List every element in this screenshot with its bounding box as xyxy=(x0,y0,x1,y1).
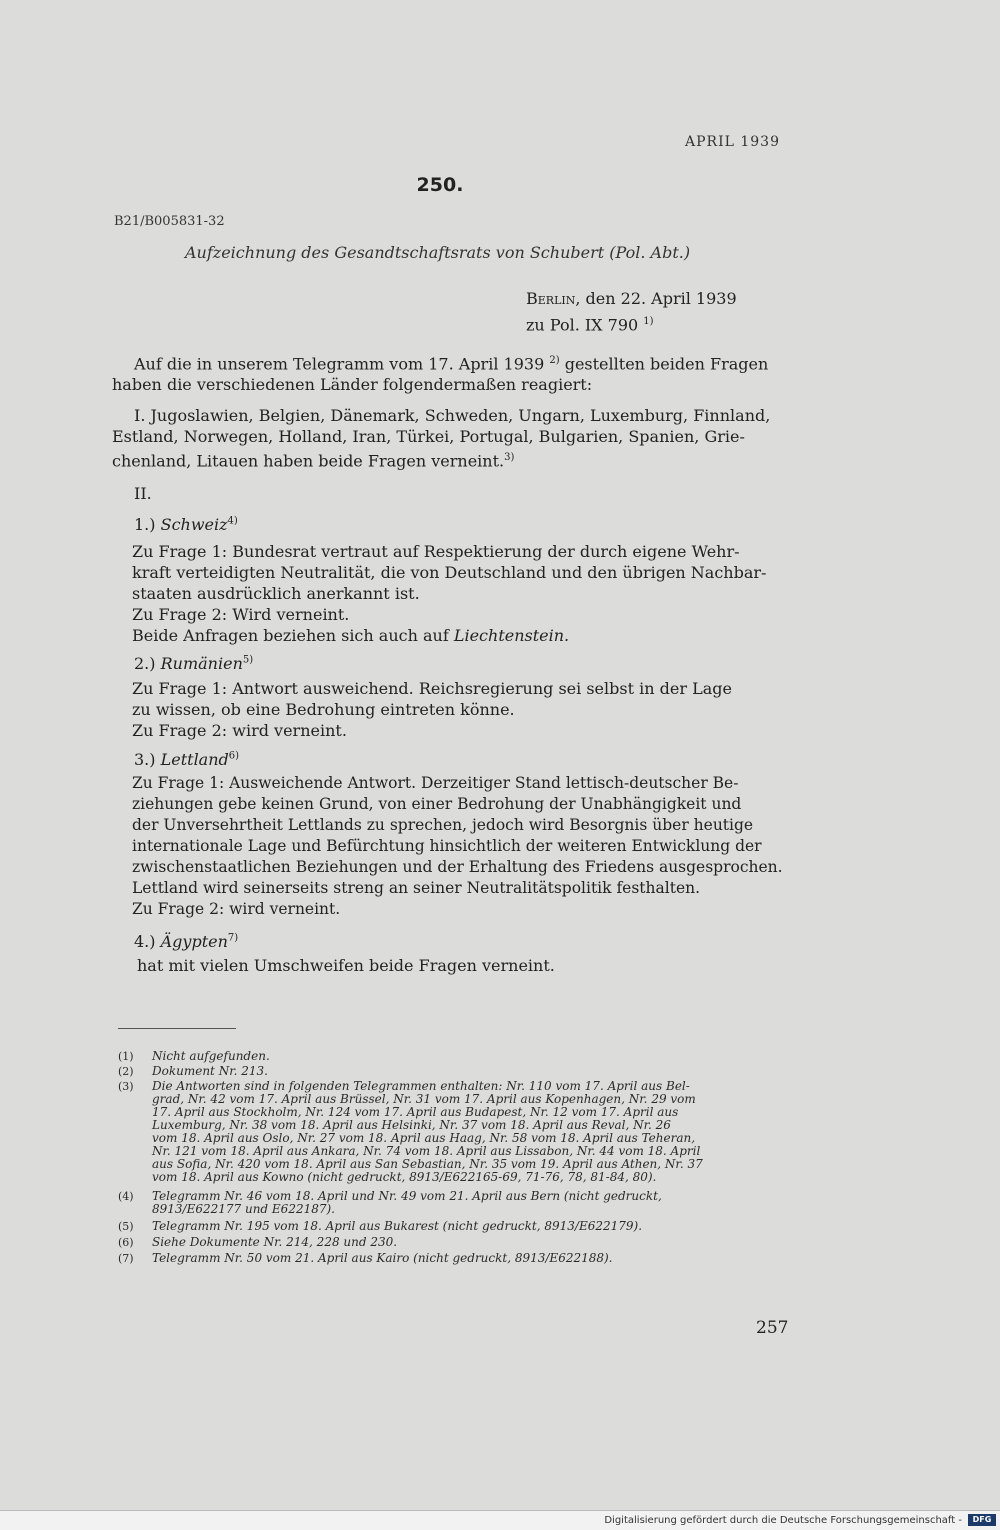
footnote-text: 8913/E622177 und E622187). xyxy=(152,1202,335,1216)
rumaenien-line: Zu Frage 2: wird verneint. xyxy=(132,721,347,740)
document-number: 250. xyxy=(416,174,464,196)
intro-paragraph xyxy=(112,350,784,395)
intro-line-2: haben die verschiedenen Länder folgendermaßen reagiert: xyxy=(112,375,593,395)
footnote-number: (3) xyxy=(118,1080,134,1093)
country-footnote: 5) xyxy=(242,654,254,666)
lettland-line: Zu Frage 2: wird verneint. xyxy=(132,900,341,918)
country-number: 4.) xyxy=(134,932,156,951)
footnote-text: Luxemburg, Nr. 38 vom 18. April aus Helsinki, Nr. 37 vom 18. April aus Reval, Nr. 26 xyxy=(152,1118,671,1132)
schweiz-line: Beide Anfragen beziehen sich auch auf xyxy=(132,626,449,645)
footnote-text: Siehe Dokumente Nr. 214, 228 und 230. xyxy=(152,1235,398,1249)
section-one xyxy=(112,405,784,471)
footnote-2 xyxy=(118,1065,790,1078)
schweiz-line: staaten ausdrücklich anerkannt ist. xyxy=(132,584,420,603)
footnote-number: (6) xyxy=(118,1236,134,1249)
footnote-5 xyxy=(118,1220,790,1233)
footnote-text: vom 18. April aus Oslo, Nr. 27 vom 18. April aus Haag, Nr. 58 vom 18. April aus Teheran, xyxy=(152,1131,696,1145)
section-one-footnote: 3) xyxy=(504,452,515,463)
footnote-text: Die Antworten sind in folgenden Telegrammen enthalten: Nr. 110 vom 17. April aus Bel- xyxy=(152,1079,690,1093)
lettland-line: internationale Lage und Befürchtung hinsichtlich der weiteren Entwicklung der xyxy=(132,837,762,855)
section-one-line: I. Jugoslawien, Belgien, Dänemark, Schweden, Ungarn, Luxemburg, Finnland, xyxy=(134,406,771,425)
lettland-line: der Unversehrtheit Lettlands zu sprechen, jedoch wird Besorgnis über heutige xyxy=(132,816,754,834)
footnote-1 xyxy=(118,1050,790,1063)
document-heading: Aufzeichnung des Gesandtschaftsrats von Schubert (Pol. Abt.) xyxy=(185,243,691,262)
schweiz-answer xyxy=(132,541,784,646)
footnote-number: (7) xyxy=(118,1252,134,1265)
lettland-line: Lettland wird seinerseits streng an seiner Neutralitätspolitik festhalten. xyxy=(132,879,701,897)
schweiz-line: kraft verteidigten Neutralität, die von Deutschland und den übrigen Nachbar- xyxy=(132,563,767,582)
footnote-number: (1) xyxy=(118,1050,134,1063)
place-date-text: den 22. April 1939 xyxy=(585,289,737,308)
footnote-3 xyxy=(118,1080,790,1184)
dfg-logo: DFG xyxy=(968,1514,996,1526)
country-name: Schweiz xyxy=(160,515,228,534)
digitization-footer xyxy=(0,1510,1000,1530)
film-reference: B21/B005831-32 xyxy=(114,214,225,229)
rumaenien-line: zu wissen, ob eine Bedrohung eintreten könne. xyxy=(132,700,515,719)
country-heading-rumaenien xyxy=(134,654,253,673)
page-number: 257 xyxy=(756,1318,789,1338)
country-number: 3.) xyxy=(134,750,156,769)
footnote-text: aus Sofia, Nr. 420 vom 18. April aus San Sebastian, Nr. 35 vom 19. April aus Athen, Nr. 37 xyxy=(152,1157,703,1171)
lettland-line: Zu Frage 1: Ausweichende Antwort. Derzeitiger Stand lettisch-deutscher Be- xyxy=(132,774,739,792)
country-footnote: 6) xyxy=(228,750,240,762)
footnote-text: Nicht aufgefunden. xyxy=(152,1049,270,1063)
rumaenien-line: Zu Frage 1: Antwort ausweichend. Reichsregierung sei selbst in der Lage xyxy=(132,679,732,698)
country-heading-schweiz xyxy=(134,515,238,534)
section-one-line: Estland, Norwegen, Holland, Iran, Türkei, Portugal, Bulgarien, Spanien, Grie- xyxy=(112,427,745,446)
place-city: Berlin, xyxy=(526,289,581,308)
lettland-line: ziehungen gebe keinen Grund, von einer Bedrohung der Unabhängigkeit und xyxy=(132,795,742,813)
footnote-text: grad, Nr. 42 vom 17. April aus Brüssel, Nr. 31 vom 17. April aus Kopenhagen, Nr. 29 vom xyxy=(152,1092,696,1106)
footnote-text: Telegramm Nr. 46 vom 18. April und Nr. 49 vom 21. April aus Bern (nicht gedruckt, xyxy=(152,1189,662,1203)
footnote-number: (5) xyxy=(118,1220,134,1233)
schweiz-liechtenstein: Liechtenstein. xyxy=(453,626,570,645)
section-two-label: II. xyxy=(134,484,152,503)
country-number: 1.) xyxy=(134,515,156,534)
footnote-text: Dokument Nr. 213. xyxy=(152,1064,268,1078)
country-name: Lettland xyxy=(160,750,229,769)
running-head: APRIL 1939 xyxy=(685,134,780,150)
country-heading-lettland xyxy=(134,750,239,769)
country-footnote: 7) xyxy=(227,932,239,944)
intro-line-1-end: gestellten beiden Fragen xyxy=(564,354,769,374)
rumaenien-answer xyxy=(132,678,784,741)
place-reference: zu Pol. IX 790 xyxy=(526,315,639,335)
schweiz-line: Zu Frage 2: Wird verneint. xyxy=(132,605,350,624)
footnote-text: Nr. 121 vom 18. April aus Ankara, Nr. 74 vom 18. April aus Lissabon, Nr. 44 vom 18. April xyxy=(152,1144,701,1158)
place-date xyxy=(526,287,737,336)
intro-footnote: 2) xyxy=(549,355,560,366)
country-number: 2.) xyxy=(134,654,156,673)
country-name: Rumänien xyxy=(160,654,243,673)
lettland-answer xyxy=(132,773,784,920)
intro-line-1: Auf die in unserem Telegramm vom 17. April 1939 xyxy=(134,354,545,374)
aegypten-answer: hat mit vielen Umschweifen beide Fragen verneint. xyxy=(137,956,555,975)
section-one-line: chenland, Litauen haben beide Fragen verneint. xyxy=(112,451,505,471)
footnote-text: Telegramm Nr. 50 vom 21. April aus Kairo (nicht gedruckt, 8913/E622188). xyxy=(152,1251,613,1265)
footnote-4 xyxy=(118,1190,790,1216)
schweiz-line: Zu Frage 1: Bundesrat vertraut auf Respektierung der durch eigene Wehr- xyxy=(132,542,740,561)
footnote-7 xyxy=(118,1252,790,1265)
footnote-number: (4) xyxy=(118,1190,134,1203)
place-reference-footnote: 1) xyxy=(643,316,654,327)
footnote-text: Telegramm Nr. 195 vom 18. April aus Bukarest (nicht gedruckt, 8913/E622179). xyxy=(152,1219,643,1233)
footer-credit: Digitalisierung gefördert durch die Deutsche Forschungsgemeinschaft - xyxy=(604,1515,962,1526)
lettland-line: zwischenstaatlichen Beziehungen und der Erhaltung des Friedens ausgesprochen. xyxy=(132,858,783,876)
country-name: Ägypten xyxy=(160,932,228,951)
footnote-text: 17. April aus Stockholm, Nr. 124 vom 17. April aus Budapest, Nr. 12 vom 17. April aus xyxy=(152,1105,679,1119)
country-footnote: 4) xyxy=(227,515,238,527)
footnote-divider xyxy=(118,1028,236,1029)
footnote-text: vom 18. April aus Kowno (nicht gedruckt, 8913/E622165-69, 71-76, 78, 81-84, 80). xyxy=(152,1170,657,1184)
footnote-6 xyxy=(118,1236,790,1249)
footnote-number: (2) xyxy=(118,1065,134,1078)
country-heading-aegypten xyxy=(134,932,238,951)
